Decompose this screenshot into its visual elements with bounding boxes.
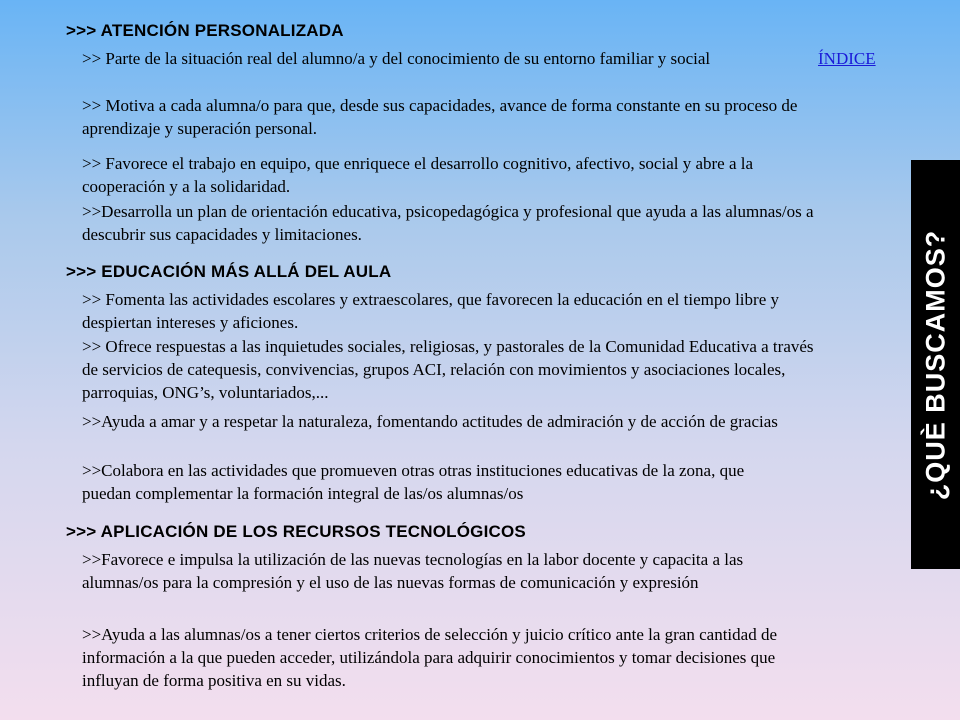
paragraph-item: >> Fomenta las actividades escolares y extraescolares, que favorecen la educación en el tiempo libre y despiertan intereses y aficiones. xyxy=(82,290,779,332)
paragraph-item: >> Ofrece respuestas a las inquietudes sociales, religiosas, y pastorales de la Comunidad Educativa a través de servicios de catequesis, convivencias, grupos ACI, relación con movimientos y asociaciones locales, parroquias, ONG’s, voluntariados,... xyxy=(82,337,814,402)
paragraph-item: >>Favorece e impulsa la utilización de las nuevas tecnologías en la labor docente y capacita a las alumnas/os para la compresión y el uso de las nuevas formas de comunicación y expresión xyxy=(82,550,744,592)
paragraph-item: >> Favorece el trabajo en equipo, que enriquece el desarrollo cognitivo, afectivo, social y abre a la cooperación y a la solidaridad. xyxy=(82,154,754,196)
section-heading-atencion: >>> ATENCIÓN PERSONALIZADA xyxy=(66,21,344,40)
paragraph-item: >>Ayuda a las alumnas/os a tener ciertos criterios de selección y juicio crítico ante la gran cantidad de información a la que pueden acceder, utilizándola para adquirir conocimientos y tomar decisiones que influyan de forma positiva en su vidas. xyxy=(82,625,777,690)
side-title-box xyxy=(911,160,960,569)
paragraph-item: >> Parte de la situación real del alumno/a y del conocimiento de su entorno familiar y social xyxy=(82,49,711,68)
section-heading-recursos: >>> APLICACIÓN DE LOS RECURSOS TECNOLÓGICOS xyxy=(66,522,526,541)
paragraph-item: >> Motiva a cada alumna/o para que, desde sus capacidades, avance de forma constante en su proceso de aprendizaje y superación personal. xyxy=(82,96,798,138)
side-title: ¿QUÈ BUSCAMOS? xyxy=(920,229,950,500)
section-heading-educacion: >>> EDUCACIÓN MÁS ALLÁ DEL AULA xyxy=(66,262,392,281)
paragraph-item: >>Desarrolla un plan de orientación educativa, psicopedagógica y profesional que ayuda a las alumnas/os a descubrir sus capacidades y limitaciones. xyxy=(82,202,814,244)
paragraph-item: >>Colabora en las actividades que promueven otras otras instituciones educativas de la zona, que puedan complementar la formación integral de las/os alumnas/os xyxy=(82,461,745,503)
index-link[interactable]: ÍNDICE xyxy=(818,49,876,68)
paragraph-item: >>Ayuda a amar y a respetar la naturaleza, fomentando actitudes de admiración y de acción de gracias xyxy=(82,412,778,431)
